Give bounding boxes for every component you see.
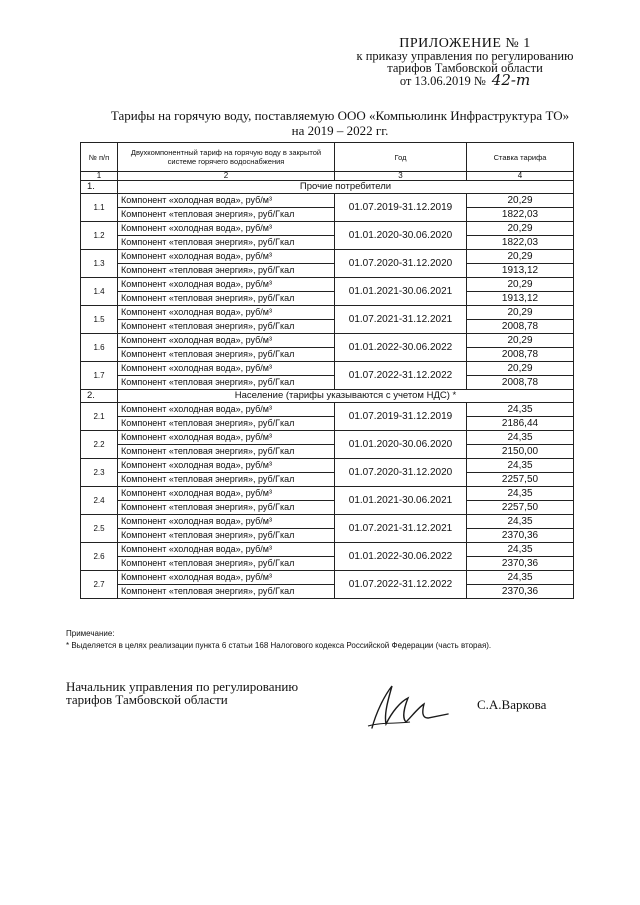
table-row: [81, 320, 574, 334]
table-row: [81, 473, 574, 487]
row-number: 2.7: [81, 571, 118, 599]
row-number: 1.4: [81, 278, 118, 306]
footnote: [66, 628, 491, 652]
table-row: [81, 306, 574, 320]
component-cold-water: Компонент «холодная вода», руб/м³: [118, 515, 335, 529]
period-cell: 01.07.2022-31.12.2022: [335, 571, 467, 599]
appendix-header: [330, 38, 600, 87]
component-cold-water: Компонент «холодная вода», руб/м³: [118, 222, 335, 236]
table-body: [81, 172, 574, 599]
rate-thermal-energy: 2370,36: [467, 557, 574, 571]
rate-thermal-energy: 2008,78: [467, 320, 574, 334]
column-index: 2: [118, 172, 335, 181]
row-number: 2.3: [81, 459, 118, 487]
row-number: 1.6: [81, 334, 118, 362]
component-thermal-energy: Компонент «тепловая энергия», руб/Гкал: [118, 292, 335, 306]
period-cell: 01.07.2022-31.12.2022: [335, 362, 467, 390]
component-cold-water: Компонент «холодная вода», руб/м³: [118, 403, 335, 417]
component-cold-water: Компонент «холодная вода», руб/м³: [118, 543, 335, 557]
table-row: [81, 348, 574, 362]
component-thermal-energy: Компонент «тепловая энергия», руб/Гкал: [118, 557, 335, 571]
table-row: [81, 501, 574, 515]
order-date: от 13.06.2019 №: [399, 74, 486, 88]
period-cell: 01.07.2020-31.12.2020: [335, 250, 467, 278]
component-thermal-energy: Компонент «тепловая энергия», руб/Гкал: [118, 417, 335, 431]
table-row: [81, 334, 574, 348]
component-cold-water: Компонент «холодная вода», руб/м³: [118, 459, 335, 473]
component-cold-water: Компонент «холодная вода», руб/м³: [118, 571, 335, 585]
period-cell: 01.07.2019-31.12.2019: [335, 194, 467, 222]
row-number: 2.2: [81, 431, 118, 459]
position-line-1: Начальник управления по регулированию: [66, 679, 299, 694]
rate-cold-water: 20,29: [467, 334, 574, 348]
row-number: 2.6: [81, 543, 118, 571]
row-number: 1.1: [81, 194, 118, 222]
table-row: [81, 515, 574, 529]
component-cold-water: Компонент «холодная вода», руб/м³: [118, 487, 335, 501]
order-number: 42-т: [491, 71, 531, 89]
column-index: 4: [467, 172, 574, 181]
column-index: 3: [335, 172, 467, 181]
rate-thermal-energy: 1822,03: [467, 236, 574, 250]
rate-thermal-energy: 2186,44: [467, 417, 574, 431]
table-row: [81, 431, 574, 445]
document-title: [70, 108, 610, 138]
rate-cold-water: 24,35: [467, 543, 574, 557]
rate-cold-water: 20,29: [467, 250, 574, 264]
rate-cold-water: 24,35: [467, 487, 574, 501]
table-row: [81, 529, 574, 543]
component-cold-water: Компонент «холодная вода», руб/м³: [118, 334, 335, 348]
table-row: [81, 236, 574, 250]
component-thermal-energy: Компонент «тепловая энергия», руб/Гкал: [118, 320, 335, 334]
rate-cold-water: 24,35: [467, 431, 574, 445]
table-row: [81, 557, 574, 571]
group-title: Население (тарифы указываются с учетом НДС) *: [118, 390, 574, 403]
period-cell: 01.07.2021-31.12.2021: [335, 515, 467, 543]
appendix-line-order: к приказу управления по регулированию: [356, 49, 574, 63]
table-row: [81, 376, 574, 390]
component-thermal-energy: Компонент «тепловая энергия», руб/Гкал: [118, 348, 335, 362]
rate-thermal-energy: 2150,00: [467, 445, 574, 459]
header-no: № п/п: [81, 143, 118, 172]
table-row: [81, 585, 574, 599]
component-thermal-energy: Компонент «тепловая энергия», руб/Гкал: [118, 501, 335, 515]
component-cold-water: Компонент «холодная вода», руб/м³: [118, 306, 335, 320]
table-row: [81, 292, 574, 306]
rate-thermal-energy: 2008,78: [467, 348, 574, 362]
component-thermal-energy: Компонент «тепловая энергия», руб/Гкал: [118, 236, 335, 250]
component-cold-water: Компонент «холодная вода», руб/м³: [118, 278, 335, 292]
title-line-1: Тарифы на горячую воду, поставляемую ООО «Компьюлинк Инфраструктура ТО»: [110, 108, 570, 123]
handwritten-signature: [362, 678, 452, 733]
table-row: [81, 208, 574, 222]
component-thermal-energy: Компонент «тепловая энергия», руб/Гкал: [118, 445, 335, 459]
rate-thermal-energy: 2370,36: [467, 529, 574, 543]
position-line-2: тарифов Тамбовской области: [66, 692, 228, 707]
header-rate: Ставка тарифа: [467, 143, 574, 172]
footnote-label: Примечание:: [66, 629, 115, 638]
rate-thermal-energy: 2257,50: [467, 501, 574, 515]
rate-cold-water: 24,35: [467, 515, 574, 529]
appendix-title: ПРИЛОЖЕНИЕ № 1: [399, 36, 531, 51]
rate-thermal-energy: 2370,36: [467, 585, 574, 599]
group-number: 2.: [81, 390, 118, 403]
row-number: 1.2: [81, 222, 118, 250]
rate-cold-water: 20,29: [467, 222, 574, 236]
rate-cold-water: 20,29: [467, 278, 574, 292]
table-row: [81, 459, 574, 473]
title-line-2: на 2019 – 2022 гг.: [291, 123, 389, 138]
table-row: [81, 194, 574, 208]
signatory-name: С.А.Варкова: [477, 697, 547, 712]
table-header-row: [81, 143, 574, 172]
tariff-table: [80, 142, 574, 599]
row-number: 1.5: [81, 306, 118, 334]
component-thermal-energy: Компонент «тепловая энергия», руб/Гкал: [118, 264, 335, 278]
component-thermal-energy: Компонент «тепловая энергия», руб/Гкал: [118, 208, 335, 222]
rate-thermal-energy: 2257,50: [467, 473, 574, 487]
rate-cold-water: 24,35: [467, 571, 574, 585]
table-row: [81, 362, 574, 376]
row-number: 2.1: [81, 403, 118, 431]
component-thermal-energy: Компонент «тепловая энергия», руб/Гкал: [118, 529, 335, 543]
component-cold-water: Компонент «холодная вода», руб/м³: [118, 250, 335, 264]
table-row: [81, 278, 574, 292]
rate-cold-water: 24,35: [467, 459, 574, 473]
period-cell: 01.01.2021-30.06.2021: [335, 487, 467, 515]
table-row: [81, 417, 574, 431]
table-row: [81, 543, 574, 557]
group-header-row: [81, 181, 574, 194]
appendix-line-authority: тарифов Тамбовской области: [387, 61, 543, 75]
rate-cold-water: 24,35: [467, 403, 574, 417]
table-row: [81, 250, 574, 264]
period-cell: 01.07.2019-31.12.2019: [335, 403, 467, 431]
group-number: 1.: [81, 181, 118, 194]
period-cell: 01.01.2022-30.06.2022: [335, 334, 467, 362]
component-thermal-energy: Компонент «тепловая энергия», руб/Гкал: [118, 376, 335, 390]
header-period: Год: [335, 143, 467, 172]
row-number: 1.7: [81, 362, 118, 390]
rate-thermal-energy: 1822,03: [467, 208, 574, 222]
footnote-text: * Выделяется в целях реализации пункта 6 статьи 168 Налогового кодекса Российской Федерации (часть вторая).: [66, 641, 492, 650]
table-row: [81, 403, 574, 417]
signatory-position: [66, 680, 298, 706]
header-component: Двухкомпонентный тариф на горячую воду в закрытой системе горячего водоснабжения: [118, 143, 335, 172]
period-cell: 01.07.2021-31.12.2021: [335, 306, 467, 334]
table-row: [81, 445, 574, 459]
period-cell: 01.01.2022-30.06.2022: [335, 543, 467, 571]
table-row: [81, 222, 574, 236]
period-cell: 01.01.2020-30.06.2020: [335, 431, 467, 459]
appendix-line-date: [330, 71, 600, 89]
row-number: 1.3: [81, 250, 118, 278]
table-row: [81, 264, 574, 278]
column-index: 1: [81, 172, 118, 181]
group-header-row: [81, 390, 574, 403]
component-thermal-energy: Компонент «тепловая энергия», руб/Гкал: [118, 473, 335, 487]
period-cell: 01.07.2020-31.12.2020: [335, 459, 467, 487]
period-cell: 01.01.2021-30.06.2021: [335, 278, 467, 306]
rate-cold-water: 20,29: [467, 306, 574, 320]
column-index-row: [81, 172, 574, 181]
row-number: 2.4: [81, 487, 118, 515]
rate-thermal-energy: 1913,12: [467, 292, 574, 306]
period-cell: 01.01.2020-30.06.2020: [335, 222, 467, 250]
table-row: [81, 487, 574, 501]
rate-cold-water: 20,29: [467, 194, 574, 208]
row-number: 2.5: [81, 515, 118, 543]
rate-cold-water: 20,29: [467, 362, 574, 376]
component-cold-water: Компонент «холодная вода», руб/м³: [118, 431, 335, 445]
component-thermal-energy: Компонент «тепловая энергия», руб/Гкал: [118, 585, 335, 599]
group-title: Прочие потребители: [118, 181, 574, 194]
rate-thermal-energy: 1913,12: [467, 264, 574, 278]
component-cold-water: Компонент «холодная вода», руб/м³: [118, 194, 335, 208]
table-row: [81, 571, 574, 585]
rate-thermal-energy: 2008,78: [467, 376, 574, 390]
component-cold-water: Компонент «холодная вода», руб/м³: [118, 362, 335, 376]
